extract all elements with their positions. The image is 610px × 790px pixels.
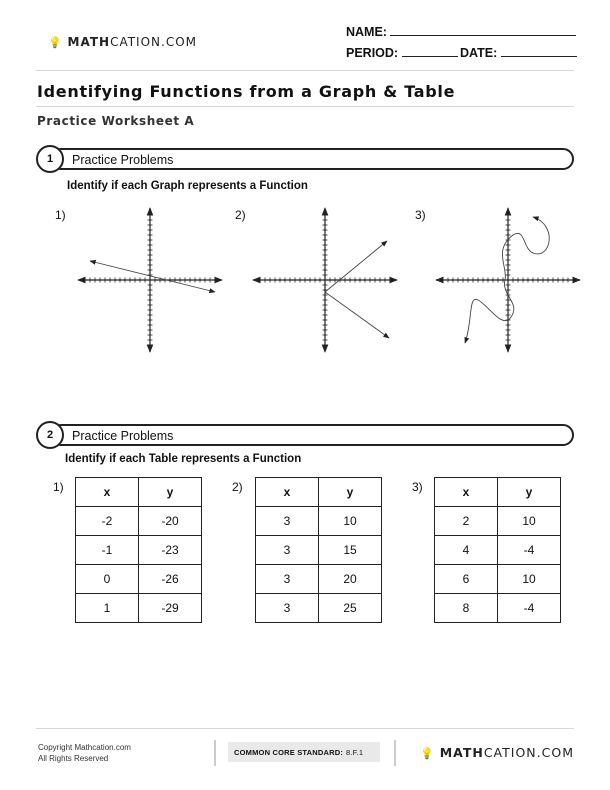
standard-code: 8.F.1 <box>346 748 364 757</box>
graph-1-number: 1) <box>55 208 66 222</box>
coordinate-axes <box>436 208 580 352</box>
table-3-number: 3) <box>412 480 423 494</box>
cell-y: 25 <box>319 594 382 623</box>
coordinate-axes <box>253 208 397 352</box>
table-row <box>256 536 382 565</box>
cell-y: 10 <box>319 507 382 536</box>
cell-y: -20 <box>139 507 202 536</box>
cell-y: 10 <box>498 565 561 594</box>
cell-y: -4 <box>498 536 561 565</box>
header-y: y <box>139 478 202 507</box>
section-2-number: 2 <box>36 421 64 449</box>
name-field[interactable]: NAME: <box>346 24 576 39</box>
cell-x: -2 <box>76 507 139 536</box>
cell-y: -26 <box>139 565 202 594</box>
cell-x: 3 <box>256 536 319 565</box>
table-2 <box>255 477 382 623</box>
cell-y: -23 <box>139 536 202 565</box>
footer-copyright <box>38 742 131 764</box>
line-curve <box>90 261 215 292</box>
date-field[interactable]: DATE: <box>460 45 577 60</box>
table-2-number: 2) <box>232 480 243 494</box>
cell-y: -4 <box>498 594 561 623</box>
coordinate-axes <box>78 208 222 352</box>
cell-x: 3 <box>256 594 319 623</box>
section-1-instruction: Identify if each Graph represents a Function <box>67 180 308 192</box>
graph-1 <box>75 205 225 355</box>
cell-x: 4 <box>435 536 498 565</box>
table-1-number: 1) <box>53 480 64 494</box>
cell-x: -1 <box>76 536 139 565</box>
table-row <box>256 594 382 623</box>
table-header-row <box>76 478 202 507</box>
section-2-label: Practice Problems <box>72 429 174 443</box>
cell-x: 3 <box>256 565 319 594</box>
page-subtitle: Practice Worksheet A <box>37 114 195 128</box>
header-y: y <box>498 478 561 507</box>
lightbulb-icon: 💡 <box>48 36 63 49</box>
cell-x: 1 <box>76 594 139 623</box>
table-row <box>76 594 202 623</box>
table-header-row <box>256 478 382 507</box>
header-divider <box>36 70 574 71</box>
rights-text: All Rights Reserved <box>38 754 109 763</box>
table-row <box>256 565 382 594</box>
table-row <box>76 565 202 594</box>
cell-x: 8 <box>435 594 498 623</box>
footer-brand-logo: 💡 MATHCATION.COM <box>420 745 574 760</box>
section-1-label: Practice Problems <box>72 153 174 167</box>
page-title: Identifying Functions from a Graph & Table <box>37 82 456 101</box>
header-x: x <box>256 478 319 507</box>
header-y: y <box>319 478 382 507</box>
common-core-standard <box>228 742 380 762</box>
footer-divider <box>36 728 574 729</box>
table-row <box>435 507 561 536</box>
graph-3 <box>433 205 583 355</box>
v-shaped-curve <box>325 241 389 338</box>
graph-2 <box>250 205 400 355</box>
table-row <box>256 507 382 536</box>
footer-sep-left <box>214 740 216 766</box>
section-2-instruction: Identify if each Table represents a Function <box>65 453 302 465</box>
table-row <box>76 507 202 536</box>
graph-3-number: 3) <box>415 208 426 222</box>
section-1-number: 1 <box>36 145 64 173</box>
table-row <box>435 565 561 594</box>
table-3 <box>434 477 561 623</box>
period-field[interactable]: PERIOD: <box>346 45 458 60</box>
table-1 <box>75 477 202 623</box>
cell-y: 15 <box>319 536 382 565</box>
table-header-row <box>435 478 561 507</box>
cell-y: 10 <box>498 507 561 536</box>
graph-2-number: 2) <box>235 208 246 222</box>
cell-x: 3 <box>256 507 319 536</box>
cell-y: 20 <box>319 565 382 594</box>
table-row <box>76 536 202 565</box>
header-x: x <box>435 478 498 507</box>
cell-x: 0 <box>76 565 139 594</box>
standard-label: COMMON CORE STANDARD: <box>234 748 344 757</box>
cell-x: 6 <box>435 565 498 594</box>
header-x: x <box>76 478 139 507</box>
title-divider <box>36 106 574 107</box>
copyright-text: Copyright Mathcation.com <box>38 743 131 752</box>
table-row <box>435 536 561 565</box>
cell-x: 2 <box>435 507 498 536</box>
brand-logo: 💡 MATHCATION.COM <box>48 35 198 49</box>
lightbulb-icon: 💡 <box>420 747 435 760</box>
footer-sep-right <box>394 740 396 766</box>
cell-y: -29 <box>139 594 202 623</box>
table-row <box>435 594 561 623</box>
